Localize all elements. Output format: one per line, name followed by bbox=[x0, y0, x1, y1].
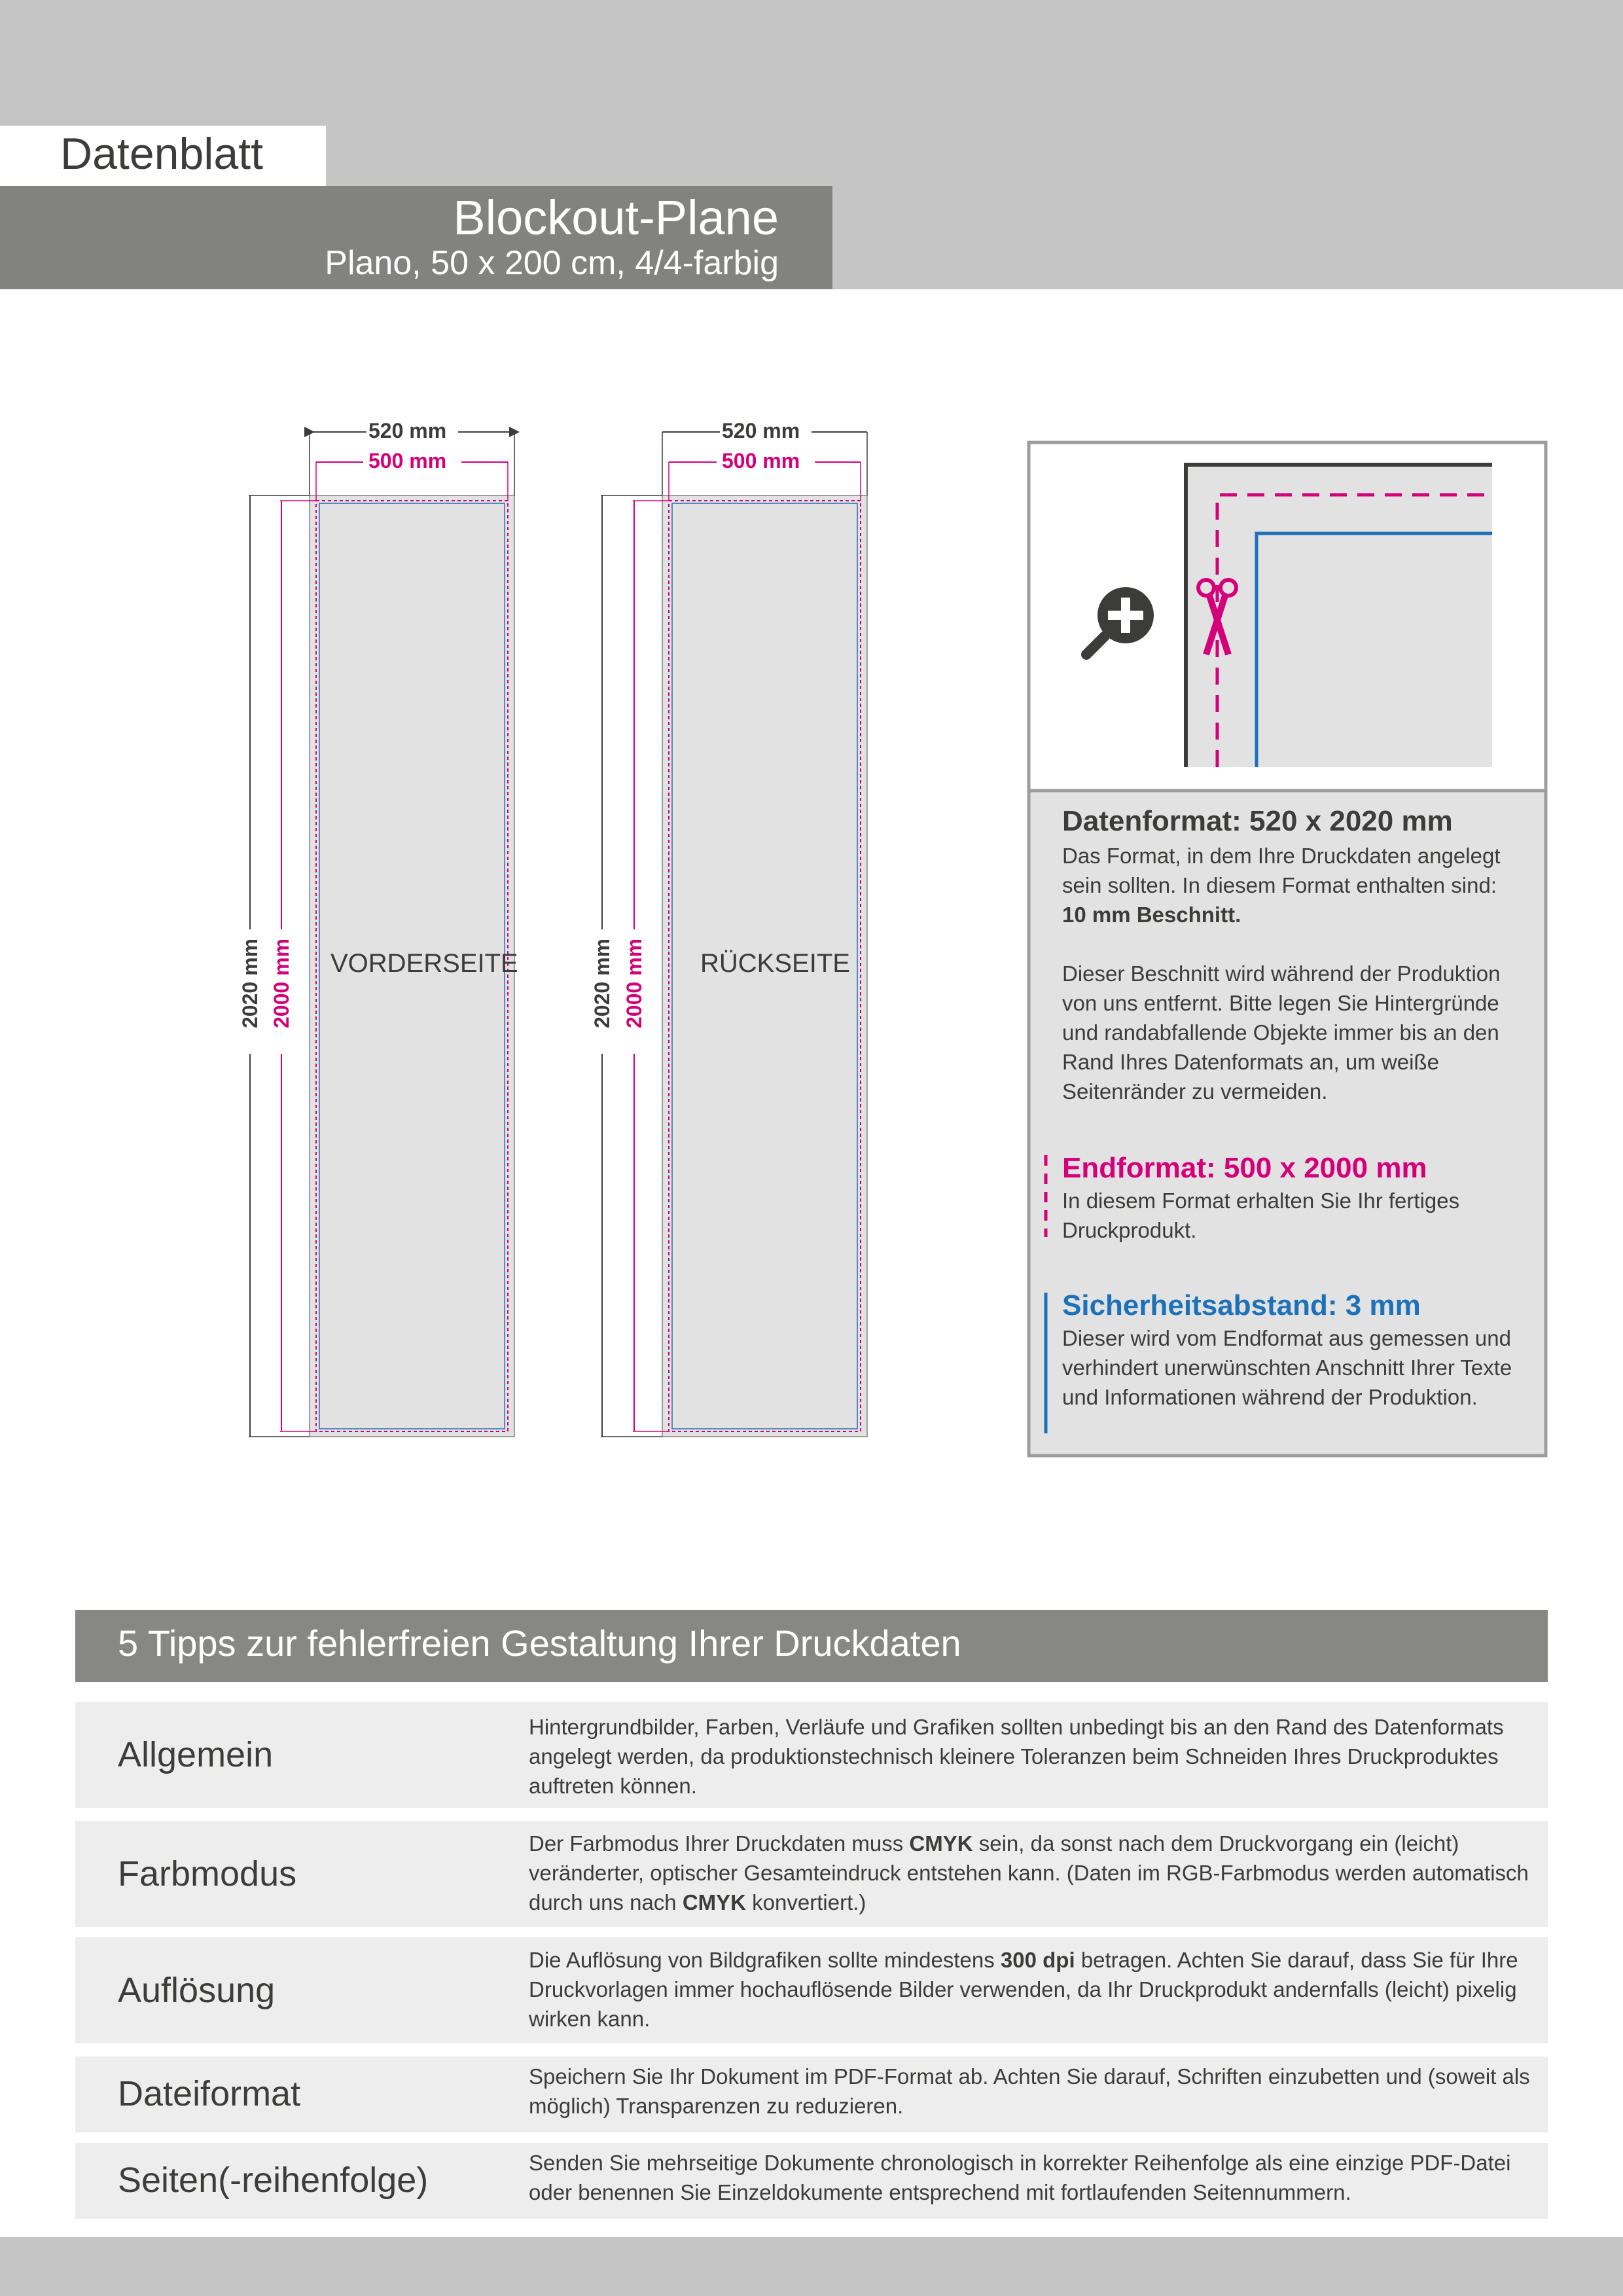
footer-band bbox=[0, 2237, 1623, 2296]
tip-row-seiten bbox=[75, 2143, 1548, 2219]
tip-row-farbmodus bbox=[75, 1821, 1548, 1927]
tip-text: Hintergrundbilder, Farben, Verläufe und Grafiken sollten unbedingt bis an den Rand des Datenformats angelegt werden, da produktionstechnisch kleinere Toleranzen beim Schneiden Ihres Druckproduktes auftreten können. bbox=[529, 1715, 1504, 1798]
tip-label: Dateiformat bbox=[118, 2074, 301, 2113]
datenformat-title: Datenformat: 520 x 2020 mm bbox=[1062, 805, 1453, 837]
sicherheit-text: Dieser wird vom Endformat aus gemessen und verhindert unerwünschten Anschnitt Ihrer Texte und Informationen während der Produktion. bbox=[1062, 1326, 1512, 1409]
tip-label: Farbmodus bbox=[118, 1854, 297, 1893]
panel-back-label: RÜCKSEITE bbox=[700, 949, 850, 978]
tip-text: Der Farbmodus Ihrer Druckdaten muss CMYK sein, da sonst nach dem Druckvorgang ein (leicht) veränderter, optischer Gesamteindruck entstehen kann. (Daten im RGB-Farbmodus werden automatisch durch uns nach CMYK konvertiert.) bbox=[529, 1831, 1529, 1914]
tip-label: Allgemein bbox=[118, 1735, 274, 1774]
sicherheit-title: Sicherheitsabstand: 3 mm bbox=[1062, 1289, 1421, 1321]
outer-height-front: 2020 mm bbox=[238, 939, 262, 1028]
doc-label: Datenblatt bbox=[60, 129, 263, 179]
tip-text: Die Auflösung von Bildgrafiken sollte mindestens 300 dpi betragen. Achten Sie darauf, dass Sie für Ihre Druckvorlagen immer hochauflösende Bilder verwenden, da Ihr Druckprodukt andernfalls (leicht) pixelig wirken kann. bbox=[529, 1948, 1518, 2031]
tip-row-allgemein bbox=[75, 1702, 1548, 1808]
tip-label: Seiten(-reihenfolge) bbox=[118, 2161, 429, 2200]
inner-width-back: 500 mm bbox=[722, 449, 800, 473]
datenformat-text: Das Format, in dem Ihre Druckdaten angelegt sein sollten. In diesem Format enthalten sind: 10 mm Beschnitt. bbox=[1062, 844, 1501, 927]
panel-front bbox=[249, 432, 514, 1437]
tip-row-aufloesung bbox=[75, 1937, 1548, 2043]
outer-height-back: 2020 mm bbox=[590, 939, 614, 1028]
outer-width-back: 520 mm bbox=[722, 419, 800, 442]
inner-height-front: 2000 mm bbox=[270, 939, 293, 1028]
endformat-text: In diesem Format erhalten Sie Ihr fertiges Druckprodukt. bbox=[1062, 1189, 1460, 1242]
tip-row-dateiformat bbox=[75, 2056, 1548, 2132]
product-subtitle: Plano, 50 x 200 cm, 4/4-farbig bbox=[325, 244, 779, 282]
inner-width-front: 500 mm bbox=[368, 449, 447, 473]
datenformat-text-2: Dieser Beschnitt wird während der Produktion von uns entfernt. Bitte legen Sie Hintergründe und randabfallende Objekte immer bis an den Rand Ihres Datenformats an, um weiße Seitenränder zu vermeiden. bbox=[1062, 961, 1501, 1103]
outer-width-front: 520 mm bbox=[368, 419, 447, 442]
panel-back bbox=[601, 432, 867, 1437]
product-title: Blockout-Plane bbox=[453, 190, 779, 245]
tip-text: Senden Sie mehrseitige Dokumente chronologisch in korrekter Reihenfolge als eine einzige PDF-Datei oder benennen Sie Einzeldokumente entsprechend mit fortlaufenden Seitennummern. bbox=[529, 2151, 1511, 2204]
tip-label: Auflösung bbox=[118, 1971, 276, 2010]
endformat-title: Endformat: 500 x 2000 mm bbox=[1062, 1152, 1427, 1184]
tips-title: 5 Tipps zur fehlerfreien Gestaltung Ihrer Druckdaten bbox=[118, 1623, 961, 1664]
inner-height-back: 2000 mm bbox=[622, 939, 646, 1028]
tip-text: Speichern Sie Ihr Dokument im PDF-Format ab. Achten Sie darauf, Schriften einzubetten und (soweit als möglich) Transparenzen zu reduzieren. bbox=[529, 2064, 1530, 2118]
panel-front-label: VORDERSEITE bbox=[330, 949, 518, 978]
